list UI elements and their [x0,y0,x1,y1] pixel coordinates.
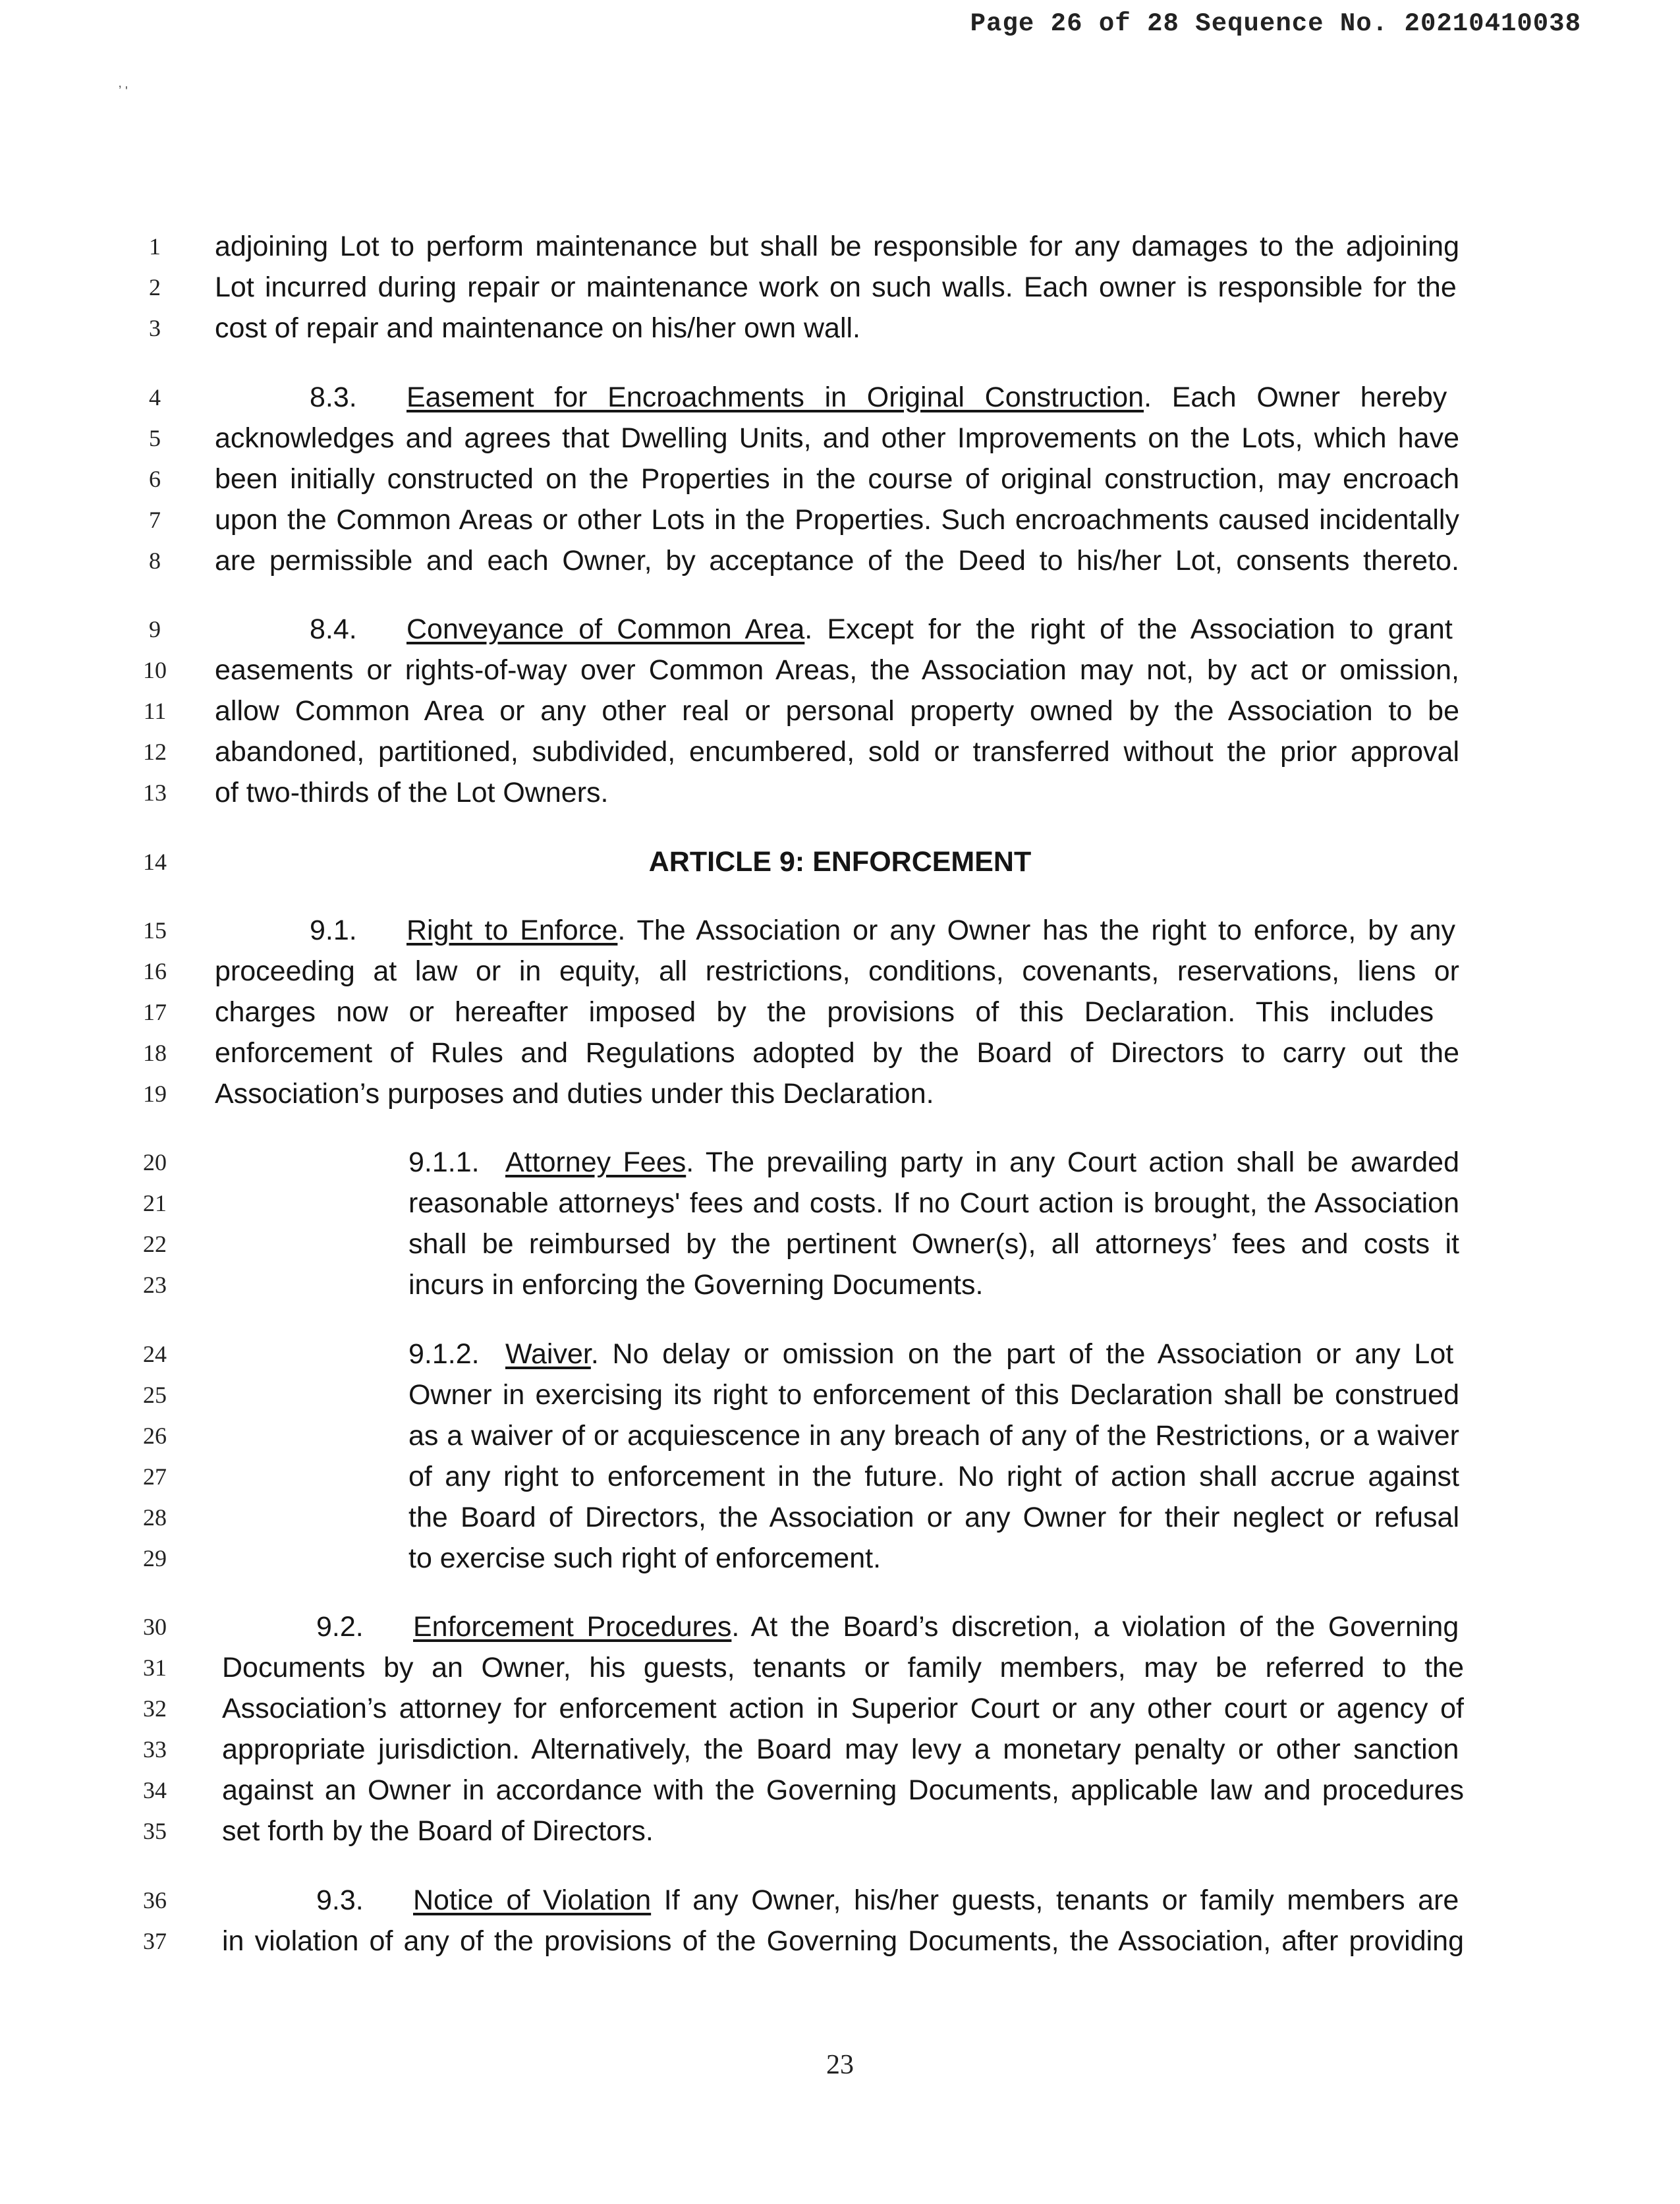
document-line [0,910,1680,951]
section-title: Easement for Encroachments in Original Construction [406,381,1144,413]
document-line [0,1183,1680,1224]
line-number: 20 [143,1149,167,1175]
line-number: 33 [143,1736,167,1763]
document-line [0,841,1680,882]
line-number: 16 [143,958,167,984]
document-line [0,418,1680,459]
document-line [0,1606,1680,1647]
line-text: Documents by an Owner, his guests, tenants or family members, may be referred to the [222,1652,1464,1683]
section-number: 9.1. [310,915,357,946]
line-text: of two-thirds of the Lot Owners. [215,777,609,808]
document-line [0,1538,1680,1579]
document-line [0,1073,1680,1114]
line-text: Association’s attorney for enforcement action in Superior Court or any other court or agency of [222,1693,1464,1724]
document-line [0,1921,1680,1962]
line-number: 12 [143,739,167,765]
line-number: 36 [143,1887,167,1913]
document-line [0,772,1680,813]
line-number: 8 [149,548,161,574]
section-title: Attorney Fees [505,1146,686,1178]
line-text: allow Common Area or any other real or personal property owned by the Association to be [215,695,1459,727]
line-number: 4 [149,384,161,410]
line-number: 25 [143,1382,167,1408]
line-number: 30 [143,1614,167,1640]
line-number: 10 [143,657,167,683]
line-text: as a waiver of or acquiescence in any breach of any of the Restrictions, or a waiver [408,1420,1459,1452]
line-text: of any right to enforcement in the future. No right of action shall accrue against [408,1461,1459,1492]
scan-specks: ʼ ' [119,84,128,99]
line-number: 19 [143,1081,167,1107]
line-text: incurs in enforcing the Governing Documents. [408,1269,984,1301]
section-number: 9.3. [316,1884,364,1916]
line-text: shall be reimbursed by the pertinent Owner(s), all attorneys’ fees and costs it [408,1228,1459,1260]
line-number: 9 [149,616,161,642]
document-line [0,540,1680,581]
section-title: Right to Enforce [406,915,618,946]
line-number: 14 [143,849,167,875]
section-title: Enforcement Procedures [413,1611,732,1643]
document-line [0,1415,1680,1456]
document-line [0,226,1680,267]
line-number: 6 [149,466,161,492]
line-text: upon the Common Areas or other Lots in the Properties. Such encroachments caused incidentally [215,504,1459,536]
line-number: 1 [149,233,161,260]
line-number: 21 [143,1190,167,1216]
section-number: 9.1.1. [408,1146,480,1178]
document-line [0,377,1680,418]
article-heading: ARTICLE 9: ENFORCEMENT [648,846,1032,878]
line-text: against an Owner in accordance with the Governing Documents, applicable law and procedures [222,1774,1464,1806]
line-number: 28 [143,1504,167,1531]
line-text: charges now or hereafter imposed by the provisions of this Declaration. This includes [215,996,1434,1028]
line-text: appropriate jurisdiction. Alternatively, the Board may levy a monetary penalty or other sanction [222,1734,1459,1765]
line-text: enforcement of Rules and Regulations adopted by the Board of Directors to carry out the [215,1037,1459,1069]
document-line [0,267,1680,308]
line-number: 27 [143,1463,167,1490]
line-number: 34 [143,1777,167,1803]
line-number: 35 [143,1818,167,1844]
line-text: adjoining Lot to perform maintenance but shall be responsible for any damages to the adjoining [215,231,1459,262]
document-line [0,499,1680,540]
line-number: 23 [143,1272,167,1298]
section-title: Notice of Violation [413,1884,652,1916]
line-text: Owner in exercising its right to enforcement of this Declaration shall be construed [408,1379,1459,1411]
line-text: abandoned, partitioned, subdivided, encumbered, sold or transferred without the prior approval [215,736,1459,768]
line-text: been initially constructed on the Properties in the course of original construction, may encroach [215,463,1459,495]
document-line [0,1811,1680,1851]
line-text: Lot incurred during repair or maintenance work on such walls. Each owner is responsible for the [215,271,1457,303]
document-line [0,1688,1680,1729]
document-line [0,1334,1680,1374]
line-number: 26 [143,1423,167,1449]
document-line [0,691,1680,731]
section-line-text: Conveyance of Common Area. Except for the right of the Association to grant [406,613,1453,645]
section-number: 8.3. [310,381,357,413]
section-title: Waiver [505,1338,591,1370]
line-number: 13 [143,779,167,806]
document-line [0,1264,1680,1305]
document-line [0,1729,1680,1770]
document-line [0,459,1680,499]
page-number: 23 [826,2050,854,2080]
line-number: 22 [143,1231,167,1257]
section-line-text: Attorney Fees. The prevailing party in any Court action shall be awarded [505,1146,1459,1178]
document-line [0,308,1680,349]
section-line-text: Easement for Encroachments in Original Construction. Each Owner hereby [406,381,1447,413]
document-line [0,951,1680,992]
section-line-text: Right to Enforce. The Association or any Owner has the right to enforce, by any [406,915,1455,946]
line-text: easements or rights-of-way over Common Areas, the Association may not, by act or omission, [215,654,1459,686]
line-text: set forth by the Board of Directors. [222,1815,654,1847]
line-number: 32 [143,1695,167,1722]
document-line [0,1770,1680,1811]
line-number: 37 [143,1928,167,1954]
line-number: 5 [149,425,161,451]
line-text: the Board of Directors, the Association or any Owner for their neglect or refusal [408,1502,1459,1533]
line-number: 24 [143,1341,167,1367]
document-line [0,609,1680,650]
line-number: 31 [143,1654,167,1681]
line-number: 7 [149,507,161,533]
page-header: Page 26 of 28 Sequence No. 20210410038 [970,9,1581,38]
line-text: proceeding at law or in equity, all restrictions, conditions, covenants, reservations, liens or [215,955,1459,987]
line-number: 2 [149,274,161,300]
document-line [0,992,1680,1032]
line-number: 3 [149,315,161,341]
section-line-text: Waiver. No delay or omission on the part of the Association or any Lot [505,1338,1454,1370]
section-line-text: Enforcement Procedures. At the Board’s discretion, a violation of the Governing [413,1611,1459,1643]
line-number: 15 [143,917,167,944]
section-line-text: Notice of Violation If any Owner, his/her guests, tenants or family members are [413,1884,1459,1916]
line-text: are permissible and each Owner, by acceptance of the Deed to his/her Lot, consents thereto. [215,545,1459,577]
section-number: 8.4. [310,613,357,645]
document-line [0,1880,1680,1921]
section-number: 9.1.2. [408,1338,480,1370]
document-line [0,1374,1680,1415]
line-number: 11 [143,698,167,724]
document-line [0,731,1680,772]
line-text: in violation of any of the provisions of the Governing Documents, the Association, after providing [222,1925,1464,1957]
document-line [0,1142,1680,1183]
document-line [0,1224,1680,1264]
line-number: 18 [143,1040,167,1066]
document-line [0,1032,1680,1073]
line-number: 17 [143,999,167,1025]
line-text: to exercise such right of enforcement. [408,1542,882,1574]
line-text: Association’s purposes and duties under this Declaration. [215,1078,934,1110]
document-line [0,1497,1680,1538]
section-title: Conveyance of Common Area [406,613,805,645]
line-text: acknowledges and agrees that Dwelling Units, and other Improvements on the Lots, which have [215,422,1459,454]
line-number: 29 [143,1545,167,1571]
document-line [0,650,1680,691]
line-text: reasonable attorneys' fees and costs. If no Court action is brought, the Association [408,1187,1459,1219]
line-text: cost of repair and maintenance on his/her own wall. [215,312,860,344]
section-number: 9.2. [316,1611,364,1643]
document-line [0,1456,1680,1497]
document-line [0,1647,1680,1688]
